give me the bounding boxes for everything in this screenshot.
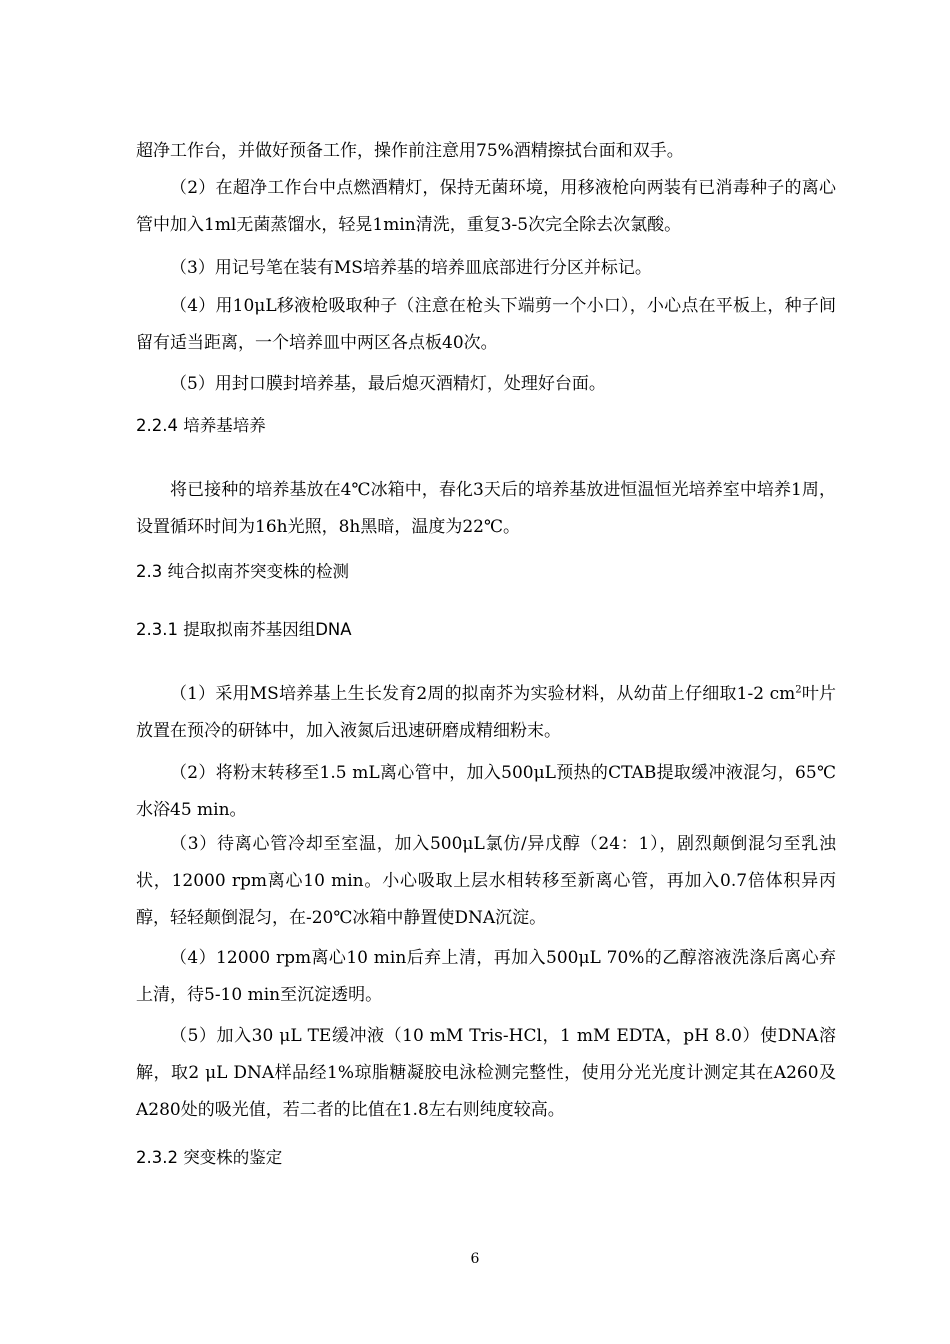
paragraph-dna-step-1 bbox=[136, 676, 836, 750]
paragraph-step-3: （3）用记号笔在装有MS培养基的培养皿底部进行分区并标记。 bbox=[170, 258, 652, 278]
section-heading-2-2-4: 2.2.4 培养基培养 bbox=[136, 416, 266, 435]
dna-step-1-text-a: （1）采用MS培养基上生长发育2周的拟南芥为实验材料，从幼苗上仔细取1-2 cm bbox=[170, 684, 796, 704]
paragraph-culture: 将已接种的培养基放在4℃冰箱中，春化3天后的培养基放进恒温恒光培养室中培养1周，设置循环时间为16h光照，8h黑暗，温度为22℃。 bbox=[136, 480, 836, 537]
paragraph-step-5: （5）用封口膜封培养基，最后熄灭酒精灯，处理好台面。 bbox=[170, 374, 606, 394]
paragraph-step-4: （4）用10μL移液枪吸取种子（注意在枪头下端剪一个小口），小心点在平板上，种子间留有适当距离，一个培养皿中两区各点板40次。 bbox=[136, 296, 836, 353]
paragraph-dna-step-3: （3）待离心管冷却至室温，加入500μL氯仿/异戊醇（24：1），剧烈颠倒混匀至乳浊状，12000 rpm离心10 min。小心吸取上层水相转移至新离心管，再加入0.7倍体积异丙醇，轻轻颠倒混匀，在-20℃冰箱中静置使DNA沉淀。 bbox=[136, 834, 836, 928]
paragraph-continuation: 超净工作台，并做好预备工作，操作前注意用75%酒精擦拭台面和双手。 bbox=[136, 141, 684, 161]
paragraph-dna-step-4: （4）12000 rpm离心10 min后弃上清，再加入500μL 70%的乙醇溶液洗涤后离心弃上清，待5-10 min至沉淀透明。 bbox=[136, 948, 836, 1005]
paragraph-dna-step-2: （2）将粉末转移至1.5 mL离心管中，加入500μL预热的CTAB提取缓冲液混匀，65℃水浴45 min。 bbox=[136, 763, 836, 820]
paragraph-dna-step-5: （5）加入30 μL TE缓冲液（10 mM Tris-HCl，1 mM EDTA，pH 8.0）使DNA溶解，取2 μL DNA样品经1%琼脂糖凝胶电泳检测完整性，使用分光光度计测定其在A260及A280处的吸光值，若二者的比值在1.8左右则纯度较高。 bbox=[136, 1026, 836, 1120]
superscript-2: 2 bbox=[795, 684, 802, 696]
section-heading-2-3-1: 2.3.1 提取拟南芥基因组DNA bbox=[136, 620, 352, 639]
section-heading-2-3: 2.3 纯合拟南芥突变株的检测 bbox=[136, 562, 349, 581]
dna-step-1-text-b: 叶片放置在预冷的研钵中，加入液氮后迅速研磨成精细粉末。 bbox=[136, 684, 837, 741]
section-heading-2-3-2: 2.3.2 突变株的鉴定 bbox=[136, 1148, 283, 1167]
paragraph-step-2: （2）在超净工作台中点燃酒精灯，保持无菌环境，用移液枪向两装有已消毒种子的离心管中加入1ml无菌蒸馏水，轻晃1min清洗，重复3-5次完全除去次氯酸。 bbox=[136, 178, 836, 235]
page-number: 6 bbox=[470, 1251, 480, 1267]
